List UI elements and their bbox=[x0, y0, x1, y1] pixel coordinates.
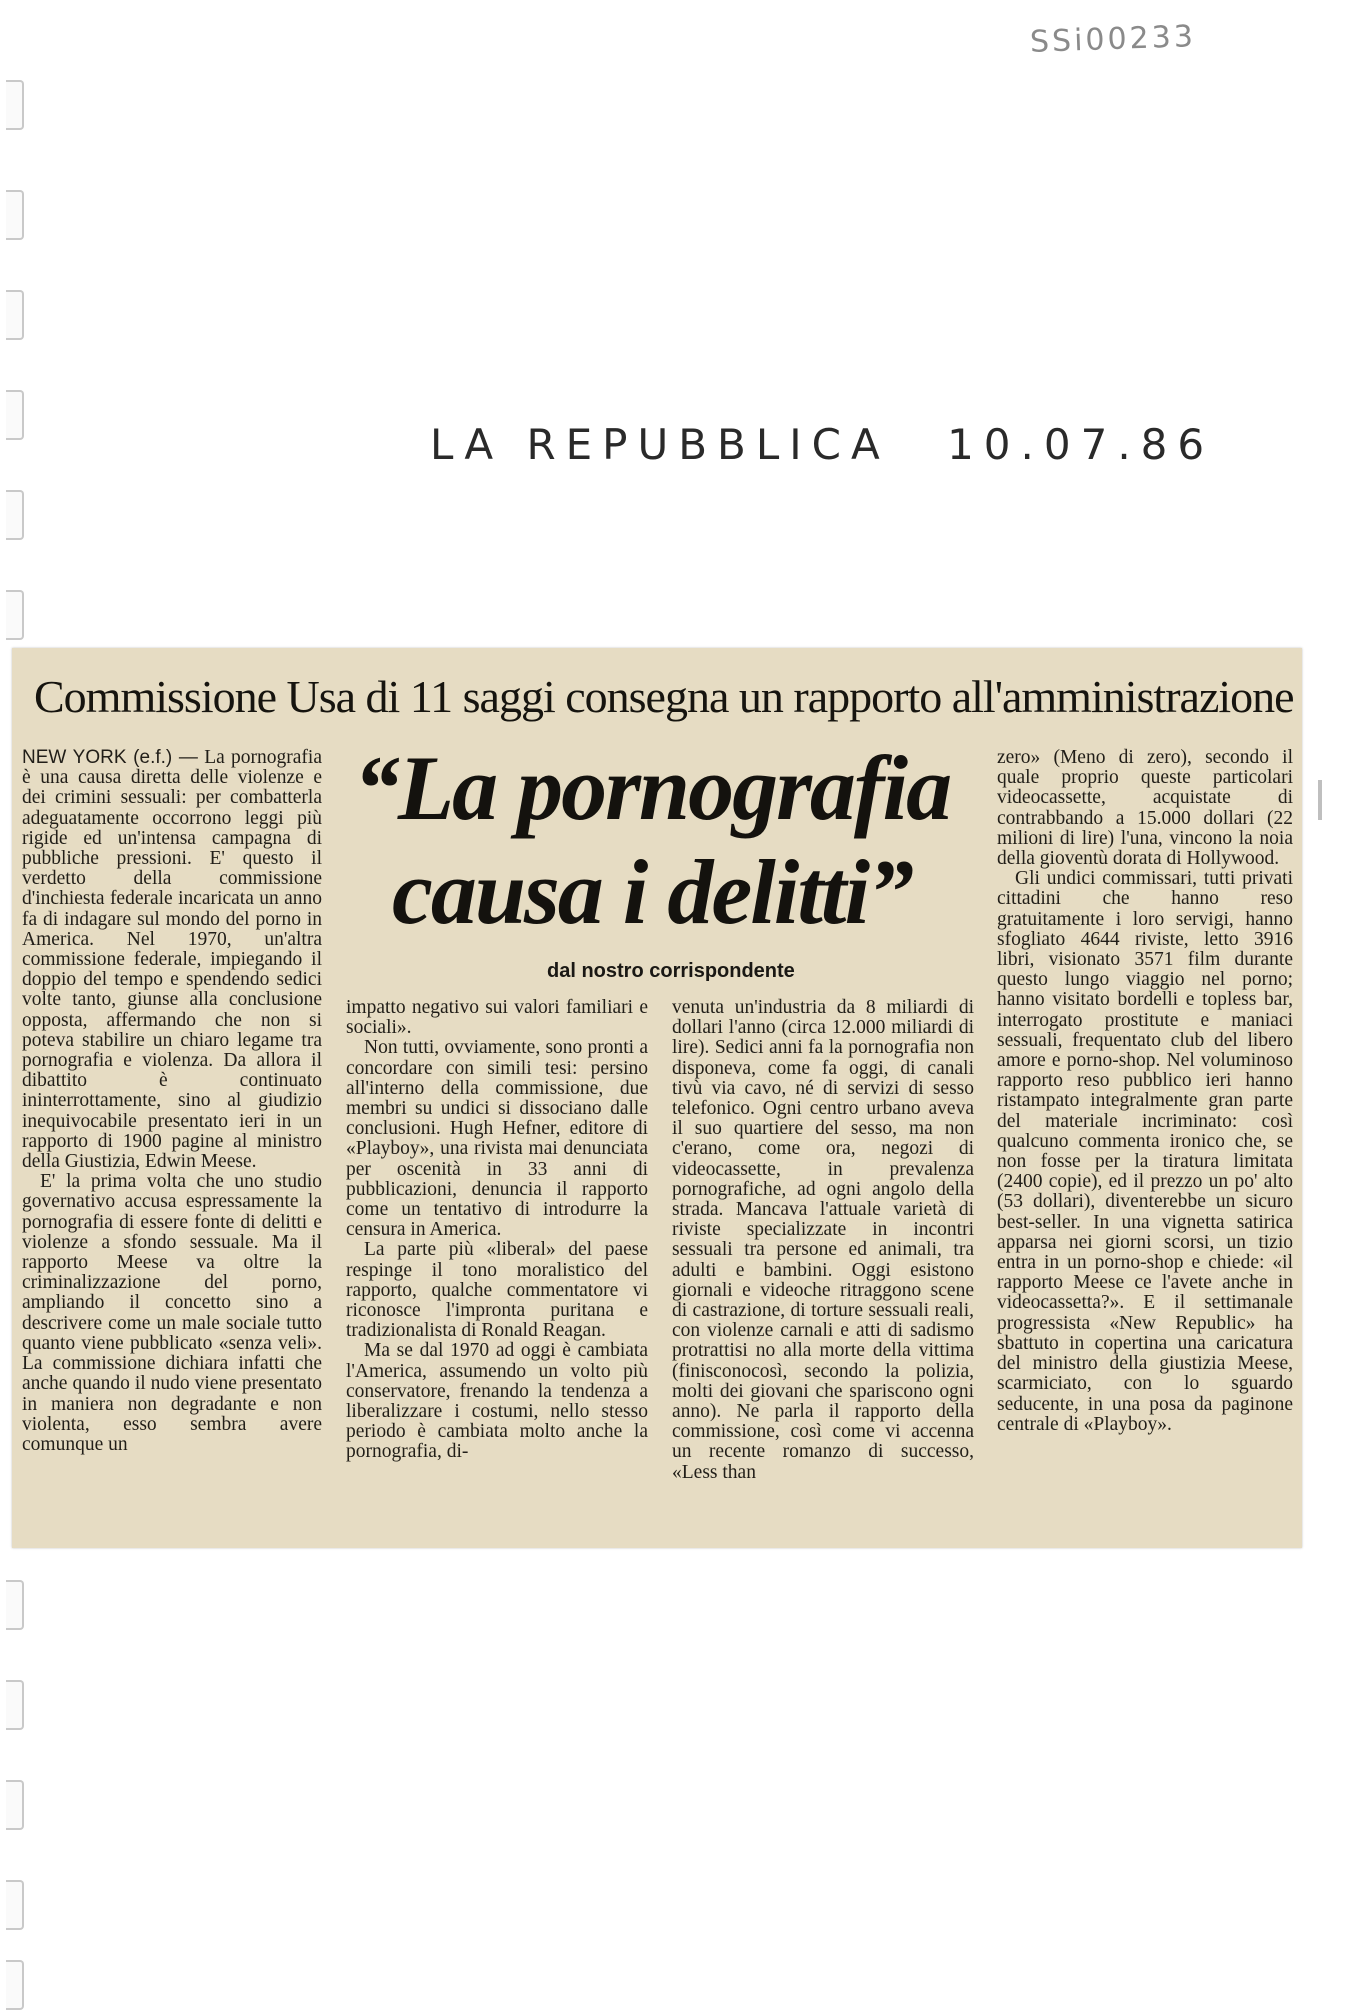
article-title-line-2: causa i delitti” bbox=[392, 841, 912, 943]
paragraph: venuta un'industria da 8 miliardi di dollari l'anno (circa 12.000 miliardi di lire). Sedici anni fa la pornografia non disponeva, come fa oggi, di canali tivù via cavo, né di servizi di sesso telefonico. Ogni centro urbano aveva il suo quartiere del sesso, ma non c'erano, come ora, negozi di videocassette, in prevalenza pornografiche, ad ogni angolo della strada. Mancava l'attuale varietà di riviste specializzate in incontri sessuali tra persone ed animali, tra adulti e bambini. Oggi esistono giornali e videoche ritraggono scene di castrazione, di torture sessuali reali, con violenze carnali e atti di sadismo protrattisi no alla morte della vittima (finisconocosì, secondo la polizia, molti dei giovani che spariscono ogni anno). Ne parla il rapporto della commissione, così come vi accenna un recente romanzo di successo, «Less than bbox=[672, 997, 974, 1483]
handwritten-source-date bbox=[430, 420, 1215, 469]
page-mark bbox=[1318, 780, 1322, 820]
article-byline: dal nostro corrispondente bbox=[547, 960, 795, 982]
binder-hole bbox=[6, 80, 24, 130]
handwritten-source: LA REPUBBLICA bbox=[430, 420, 890, 469]
paragraph: Gli undici commissari, tutti privati cittadini che hanno reso gratuitamente i loro servigi, hanno sfogliato 4644 riviste, letto 3916 libri, visionato 3571 film durante questo lungo viaggio nel porno; hanno visitato bordelli e topless bar, interrogato prostitute e maniaci sessuali, frequentato club del libero amore e porno-shop. Nel voluminoso rapporto reso pubblico ieri hanno ristampato integralmente gran parte del materiale incriminato: così qualcuno commenta ironico che, se non fosse per la tiratura limitata (2400 copie), ed il prezzo un po' alto (53 dollari), diventerebbe un sicuro best-seller. In una vignetta satirica apparsa nei giorni scorsi, un tizio entra in un porno-shop e chiede: «il rapporto Meese ce l'avete anche in videocassetta?». E il settimanale progressista «New Republic» ha sbattuto in copertina una caricatura del ministro della giustizia Meese, scarmiciato, con lo sguardo seducente, in una posa da paginone centrale di «Playboy». bbox=[997, 868, 1293, 1435]
newspaper-clipping bbox=[12, 648, 1302, 1548]
paragraph: zero» (Meno di zero), secondo il quale proprio queste particolari videocassette, acquistate di contrabbando a 15.000 dollari (22 milioni di lire) l'una, vincono la noia della gioventù dorata di Hollywood. bbox=[997, 747, 1293, 870]
article-kicker: Commissione Usa di 11 saggi consegna un rapporto all'amministrazione bbox=[34, 671, 1294, 722]
binder-hole bbox=[6, 1960, 24, 2010]
binder-hole bbox=[6, 1880, 24, 1930]
handwritten-date: 10.07.86 bbox=[947, 420, 1215, 469]
paragraph: Ma se dal 1970 ad oggi è cambiata l'America, assumendo un volto più conservatore, frenando la tendenza a liberalizzare i costumi, nello stesso periodo è cambiata molto anche la pornografia, di- bbox=[346, 1340, 648, 1463]
article-column-4 bbox=[997, 748, 1293, 1435]
archive-code: SSi00233 bbox=[1029, 19, 1197, 60]
binder-hole bbox=[6, 1780, 24, 1830]
paragraph bbox=[22, 748, 322, 1172]
binder-hole bbox=[6, 490, 24, 540]
article-title-line-1: “La pornografia bbox=[353, 737, 951, 839]
binder-hole bbox=[6, 390, 24, 440]
binder-hole bbox=[6, 1580, 24, 1630]
paragraph-text: La pornografia è una causa diretta delle violenze e dei crimini sessuali: per combatterla adeguatamente occorrono leggi più rigide ed un'intensa campagna di pubbliche pressioni. E' questo il verdetto della commissione d'inchiesta federale incaricata un anno fa di indagare sul mondo del porno in America. Nel 1970, un'altra commissione federale, impiegando il doppio del tempo e spendendo sedici volte tanto, giunse alla conclusione opposta, affermando che non si poteva stabilire un chiaro legame tra pornografia e violenza. Da allora il dibattito è continuato ininterrottamente, sino al giudizio inequivocabile presentato ieri in un rapporto di 1900 pagine al ministro della Giustizia, Edwin Meese. bbox=[22, 747, 323, 1173]
article-column-2 bbox=[346, 998, 648, 1463]
binder-hole bbox=[6, 590, 24, 640]
binder-hole bbox=[6, 190, 24, 240]
paragraph: impatto negativo sui valori familiari e sociali». bbox=[346, 997, 648, 1039]
binder-hole bbox=[6, 290, 24, 340]
paragraph: La parte più «liberal» del paese respinge il tono moralistico del rapporto, qualche commentatore vi riconosce l'impronta puritana e tradizionalista di Ronald Reagan. bbox=[346, 1239, 648, 1342]
binder-hole bbox=[6, 1680, 24, 1730]
paragraph: E' la prima volta che uno studio governativo accusa espressamente la pornografia di essere fonte di delitti e violenze a sfondo sessuale. Ma il rapporto Meese va oltre la criminalizzazione del porno, ampliando il concetto sino a descrivere come un male sociale tutto quanto viene pubblicato «senza veli». La commissione dichiara infatti che anche quando il nudo viene presentato in maniera non degradante e non violenta, esso sembra avere comunque un bbox=[22, 1171, 322, 1455]
article-column-1 bbox=[22, 748, 322, 1455]
article-title bbox=[352, 736, 952, 944]
paragraph: Non tutti, ovviamente, sono pronti a concordare con simili tesi: persino all'interno della commissione, due membri su undici si dissociano dalle conclusioni. Hugh Hefner, editore di «Playboy», una rivista mai denunciata per oscenità in 33 anni di pubblicazioni, denuncia il rapporto come un tentativo di introdurre la censura in America. bbox=[346, 1037, 648, 1241]
article-column-3 bbox=[672, 998, 974, 1483]
article-dateline: NEW YORK (e.f.) — bbox=[22, 747, 198, 768]
